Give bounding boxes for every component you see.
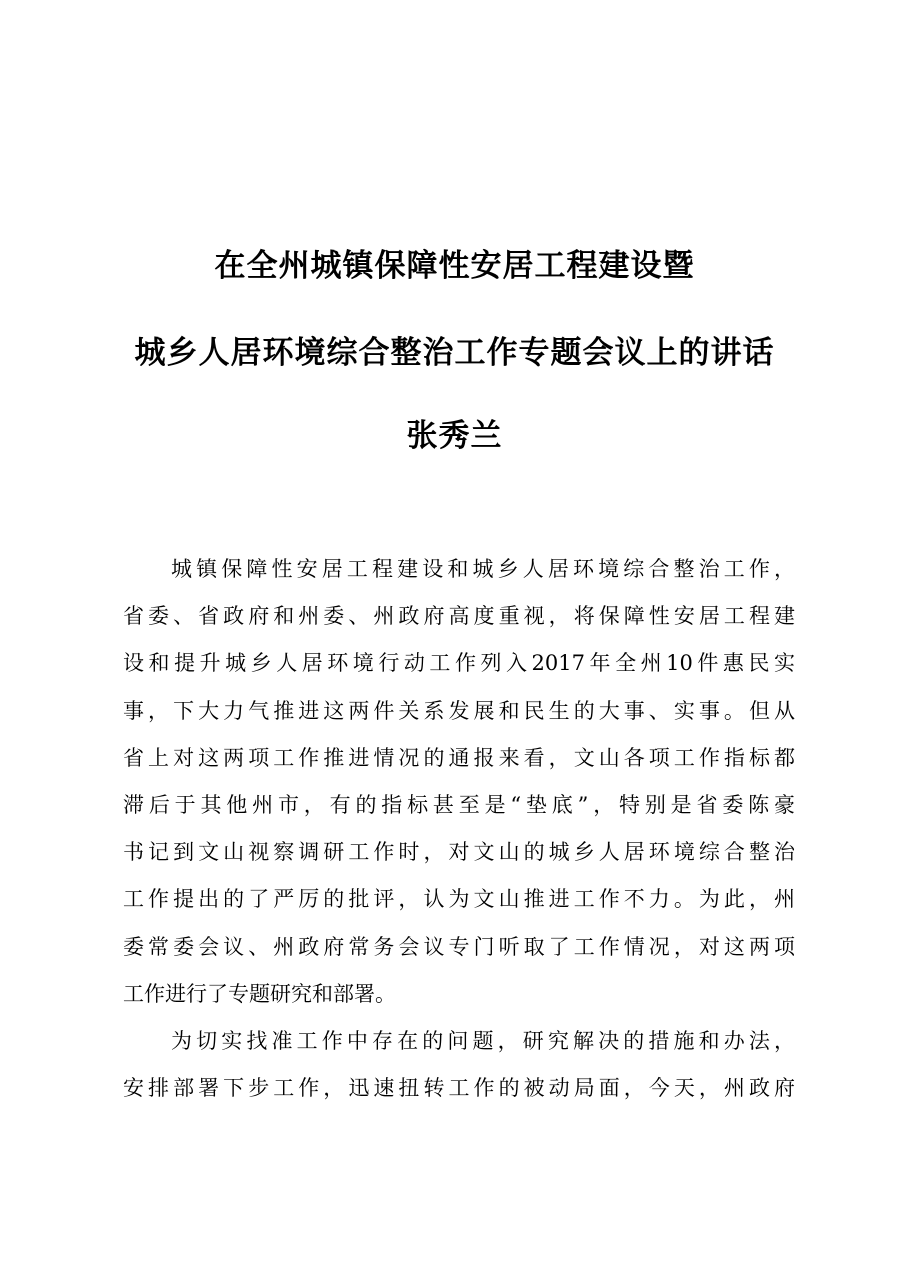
paragraph-1-line: 书记到文山视察调研工作时，对文山的城乡人居环境综合整治 [123, 840, 795, 865]
author-name: 张秀兰 [406, 418, 503, 454]
paragraph-2-line: 为切实找准工作中存在的问题，研究解决的措施和办法， [171, 1028, 795, 1053]
paragraph-1-line: 设和提升城乡人居环境行动工作列入2017年全州10件惠民实 [123, 651, 795, 676]
paragraph-1-line: 滞后于其他州市，有的指标甚至是“垫底”，特别是省委陈豪 [123, 792, 795, 817]
paragraph-2-line: 安排部署下步工作，迅速扭转工作的被动局面，今天，州政府 [123, 1076, 795, 1101]
paragraph-1-line: 城镇保障性安居工程建设和城乡人居环境综合整治工作， [171, 557, 795, 581]
paragraph-1-line: 工作提出的了严厉的批评，认为文山推进工作不力。为此，州 [123, 887, 795, 912]
body-text [123, 546, 795, 1112]
title-line-2: 城乡人居环境综合整治工作专题会议上的讲话 [134, 335, 775, 371]
paragraph-1-line: 工作进行了专题研究和部署。 [123, 981, 396, 1006]
paragraph-1-line: 省上对这两项工作推进情况的通报来看，文山各项工作指标都 [123, 745, 795, 770]
paragraph-1-line: 省委、省政府和州委、州政府高度重视，将保障性安居工程建 [123, 604, 795, 629]
title-line-1: 在全州城镇保障性安居工程建设暨 [214, 248, 695, 284]
paragraph-1-line: 事，下大力气推进这两件关系发展和民生的大事、实事。但从 [123, 698, 795, 723]
paragraph-1-line: 委常委会议、州政府常务会议专门听取了工作情况，对这两项 [123, 934, 795, 959]
